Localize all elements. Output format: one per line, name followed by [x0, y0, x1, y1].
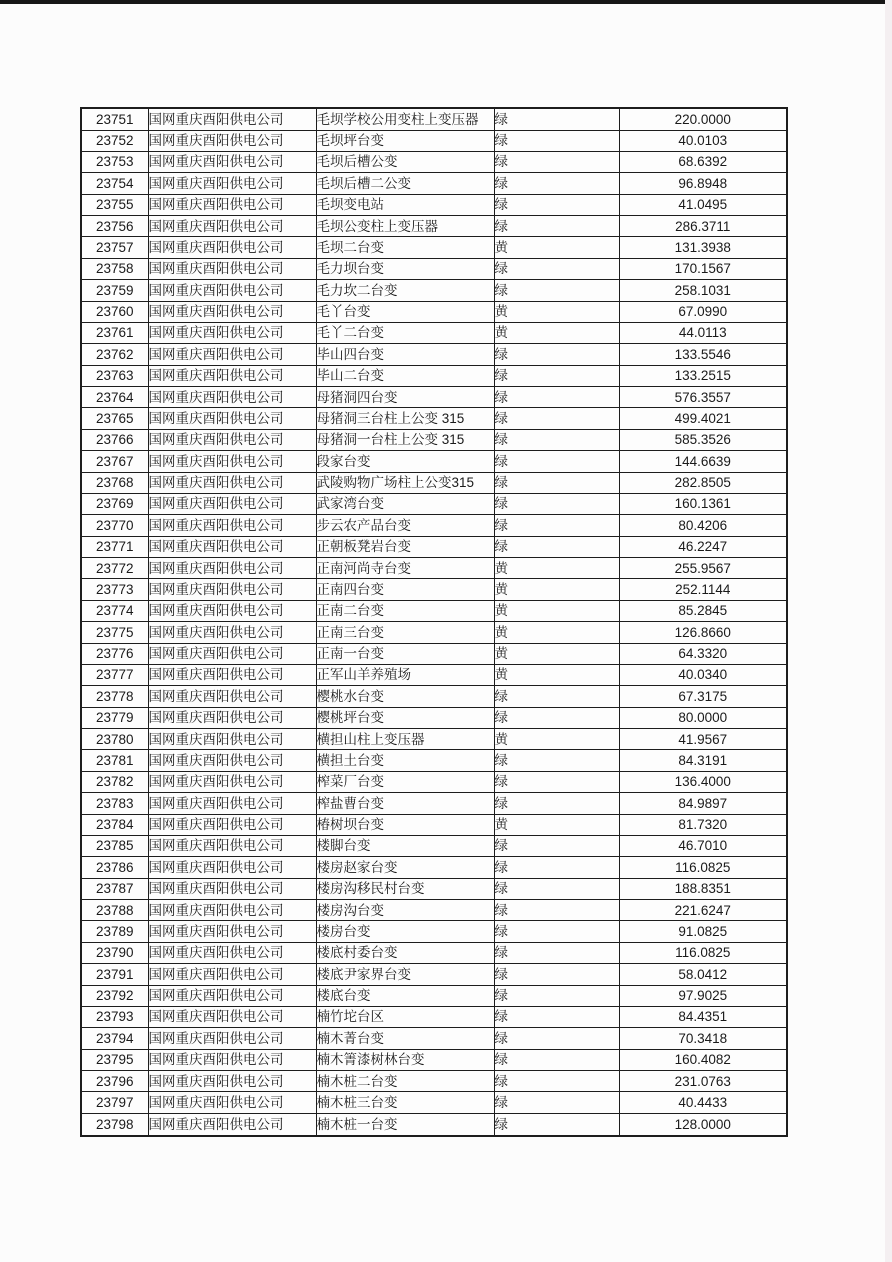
- status-cell: 绿: [494, 942, 619, 963]
- station-name-cell: 母猪洞一台柱上公变 315: [316, 429, 494, 450]
- station-name-cell: 毛坝后槽二公变: [316, 173, 494, 194]
- company-cell: 国网重庆酉阳供电公司: [148, 408, 316, 429]
- station-name-cell: 毛坝公变柱上变压器: [316, 216, 494, 237]
- table-row: [81, 130, 787, 151]
- row-number-cell: 23758: [81, 258, 148, 279]
- table-row: [81, 151, 787, 172]
- row-number-cell: 23772: [81, 558, 148, 579]
- status-cell: 绿: [494, 1092, 619, 1113]
- value-cell: 286.3711: [619, 216, 787, 237]
- table-row: [81, 216, 787, 237]
- value-cell: 136.4000: [619, 771, 787, 792]
- station-name-cell: 榨盐曹台变: [316, 793, 494, 814]
- status-cell: 黄: [494, 600, 619, 621]
- row-number-cell: 23794: [81, 1028, 148, 1049]
- company-cell: 国网重庆酉阳供电公司: [148, 921, 316, 942]
- row-number-cell: 23769: [81, 493, 148, 514]
- company-cell: 国网重庆酉阳供电公司: [148, 429, 316, 450]
- value-cell: 133.5546: [619, 344, 787, 365]
- table-row: [81, 258, 787, 279]
- company-cell: 国网重庆酉阳供电公司: [148, 108, 316, 130]
- status-cell: 绿: [494, 1071, 619, 1092]
- status-cell: 黄: [494, 301, 619, 322]
- status-cell: 绿: [494, 771, 619, 792]
- station-name-cell: 毛坝变电站: [316, 194, 494, 215]
- value-cell: 46.7010: [619, 835, 787, 856]
- company-cell: 国网重庆酉阳供电公司: [148, 173, 316, 194]
- table-row: [81, 280, 787, 301]
- status-cell: 绿: [494, 151, 619, 172]
- company-cell: 国网重庆酉阳供电公司: [148, 579, 316, 600]
- status-cell: 绿: [494, 1006, 619, 1027]
- row-number-cell: 23793: [81, 1006, 148, 1027]
- row-number-cell: 23754: [81, 173, 148, 194]
- table-row: [81, 493, 787, 514]
- value-cell: 40.0103: [619, 130, 787, 151]
- row-number-cell: 23778: [81, 686, 148, 707]
- company-cell: 国网重庆酉阳供电公司: [148, 750, 316, 771]
- status-cell: 绿: [494, 194, 619, 215]
- company-cell: 国网重庆酉阳供电公司: [148, 900, 316, 921]
- table-row: [81, 536, 787, 557]
- status-cell: 绿: [494, 707, 619, 728]
- scan-artifact-top-bar: [0, 0, 892, 4]
- company-cell: 国网重庆酉阳供电公司: [148, 216, 316, 237]
- company-cell: 国网重庆酉阳供电公司: [148, 365, 316, 386]
- status-cell: 绿: [494, 408, 619, 429]
- row-number-cell: 23756: [81, 216, 148, 237]
- company-cell: 国网重庆酉阳供电公司: [148, 835, 316, 856]
- value-cell: 231.0763: [619, 1071, 787, 1092]
- table-row: [81, 1006, 787, 1027]
- row-number-cell: 23755: [81, 194, 148, 215]
- table-row: [81, 365, 787, 386]
- value-cell: 116.0825: [619, 857, 787, 878]
- status-cell: 绿: [494, 900, 619, 921]
- table-row: [81, 1092, 787, 1113]
- table-row: [81, 942, 787, 963]
- station-name-cell: 楼底村委台变: [316, 942, 494, 963]
- company-cell: 国网重庆酉阳供电公司: [148, 985, 316, 1006]
- row-number-cell: 23757: [81, 237, 148, 258]
- row-number-cell: 23752: [81, 130, 148, 151]
- value-cell: 116.0825: [619, 942, 787, 963]
- station-name-cell: 正军山羊养殖场: [316, 664, 494, 685]
- value-cell: 40.4433: [619, 1092, 787, 1113]
- status-cell: 绿: [494, 515, 619, 536]
- row-number-cell: 23795: [81, 1049, 148, 1070]
- company-cell: 国网重庆酉阳供电公司: [148, 707, 316, 728]
- table-row: [81, 408, 787, 429]
- row-number-cell: 23763: [81, 365, 148, 386]
- station-name-cell: 毛坝学校公用变柱上变压器: [316, 108, 494, 130]
- status-cell: 绿: [494, 750, 619, 771]
- value-cell: 58.0412: [619, 964, 787, 985]
- value-cell: 576.3557: [619, 387, 787, 408]
- station-name-cell: 毛丫二台变: [316, 322, 494, 343]
- value-cell: 499.4021: [619, 408, 787, 429]
- value-cell: 252.1144: [619, 579, 787, 600]
- row-number-cell: 23786: [81, 857, 148, 878]
- company-cell: 国网重庆酉阳供电公司: [148, 280, 316, 301]
- value-cell: 80.4206: [619, 515, 787, 536]
- company-cell: 国网重庆酉阳供电公司: [148, 1006, 316, 1027]
- value-cell: 41.0495: [619, 194, 787, 215]
- company-cell: 国网重庆酉阳供电公司: [148, 814, 316, 835]
- station-name-cell: 楠木菁台变: [316, 1028, 494, 1049]
- station-name-cell: 楠木桩三台变: [316, 1092, 494, 1113]
- row-number-cell: 23761: [81, 322, 148, 343]
- table-row: [81, 472, 787, 493]
- row-number-cell: 23785: [81, 835, 148, 856]
- company-cell: 国网重庆酉阳供电公司: [148, 878, 316, 899]
- company-cell: 国网重庆酉阳供电公司: [148, 686, 316, 707]
- table-row: [81, 707, 787, 728]
- company-cell: 国网重庆酉阳供电公司: [148, 857, 316, 878]
- station-name-cell: 毛坝坪台变: [316, 130, 494, 151]
- value-cell: 258.1031: [619, 280, 787, 301]
- table-row: [81, 857, 787, 878]
- station-name-cell: 毛丫台变: [316, 301, 494, 322]
- row-number-cell: 23768: [81, 472, 148, 493]
- value-cell: 126.8660: [619, 622, 787, 643]
- status-cell: 绿: [494, 258, 619, 279]
- company-cell: 国网重庆酉阳供电公司: [148, 451, 316, 472]
- value-cell: 80.0000: [619, 707, 787, 728]
- status-cell: 绿: [494, 493, 619, 514]
- station-name-cell: 楼房沟台变: [316, 900, 494, 921]
- company-cell: 国网重庆酉阳供电公司: [148, 1071, 316, 1092]
- status-cell: 黄: [494, 237, 619, 258]
- table-row: [81, 322, 787, 343]
- value-cell: 84.3191: [619, 750, 787, 771]
- row-number-cell: 23779: [81, 707, 148, 728]
- station-name-cell: 母猪洞三台柱上公变 315: [316, 408, 494, 429]
- station-name-cell: 楼脚台变: [316, 835, 494, 856]
- company-cell: 国网重庆酉阳供电公司: [148, 151, 316, 172]
- value-cell: 128.0000: [619, 1113, 787, 1136]
- company-cell: 国网重庆酉阳供电公司: [148, 600, 316, 621]
- row-number-cell: 23771: [81, 536, 148, 557]
- station-name-cell: 武家湾台变: [316, 493, 494, 514]
- status-cell: 黄: [494, 664, 619, 685]
- station-name-cell: 楼底尹家界台变: [316, 964, 494, 985]
- station-name-cell: 毛力坎二台变: [316, 280, 494, 301]
- company-cell: 国网重庆酉阳供电公司: [148, 558, 316, 579]
- value-cell: 144.6639: [619, 451, 787, 472]
- row-number-cell: 23798: [81, 1113, 148, 1136]
- value-cell: 67.0990: [619, 301, 787, 322]
- status-cell: 绿: [494, 1113, 619, 1136]
- status-cell: 绿: [494, 387, 619, 408]
- table-row: [81, 729, 787, 750]
- table-row: [81, 600, 787, 621]
- company-cell: 国网重庆酉阳供电公司: [148, 771, 316, 792]
- table-row: [81, 771, 787, 792]
- value-cell: 170.1567: [619, 258, 787, 279]
- company-cell: 国网重庆酉阳供电公司: [148, 258, 316, 279]
- value-cell: 67.3175: [619, 686, 787, 707]
- company-cell: 国网重庆酉阳供电公司: [148, 1092, 316, 1113]
- transformer-status-table-body: [81, 108, 787, 1136]
- status-cell: 绿: [494, 921, 619, 942]
- station-name-cell: 正南二台变: [316, 600, 494, 621]
- status-cell: 绿: [494, 344, 619, 365]
- status-cell: 绿: [494, 536, 619, 557]
- row-number-cell: 23782: [81, 771, 148, 792]
- table-row: [81, 429, 787, 450]
- station-name-cell: 正南三台变: [316, 622, 494, 643]
- row-number-cell: 23792: [81, 985, 148, 1006]
- status-cell: 绿: [494, 1028, 619, 1049]
- status-cell: 黄: [494, 814, 619, 835]
- station-name-cell: 椿树坝台变: [316, 814, 494, 835]
- station-name-cell: 正南一台变: [316, 643, 494, 664]
- company-cell: 国网重庆酉阳供电公司: [148, 387, 316, 408]
- station-name-cell: 毛力坝台变: [316, 258, 494, 279]
- table-row: [81, 878, 787, 899]
- station-name-cell: 母猪洞四台变: [316, 387, 494, 408]
- row-number-cell: 23790: [81, 942, 148, 963]
- value-cell: 255.9567: [619, 558, 787, 579]
- station-name-cell: 横担山柱上变压器: [316, 729, 494, 750]
- table-row: [81, 921, 787, 942]
- company-cell: 国网重庆酉阳供电公司: [148, 130, 316, 151]
- value-cell: 68.6392: [619, 151, 787, 172]
- value-cell: 96.8948: [619, 173, 787, 194]
- status-cell: 绿: [494, 878, 619, 899]
- company-cell: 国网重庆酉阳供电公司: [148, 643, 316, 664]
- status-cell: 绿: [494, 857, 619, 878]
- status-cell: 绿: [494, 451, 619, 472]
- station-name-cell: 楼底台变: [316, 985, 494, 1006]
- value-cell: 64.3320: [619, 643, 787, 664]
- row-number-cell: 23784: [81, 814, 148, 835]
- row-number-cell: 23796: [81, 1071, 148, 1092]
- status-cell: 黄: [494, 579, 619, 600]
- table-row: [81, 237, 787, 258]
- station-name-cell: 楠木箐漆树林台变: [316, 1049, 494, 1070]
- status-cell: 绿: [494, 964, 619, 985]
- station-name-cell: 楼房沟移民村台变: [316, 878, 494, 899]
- value-cell: 220.0000: [619, 108, 787, 130]
- value-cell: 84.9897: [619, 793, 787, 814]
- station-name-cell: 楠竹坨台区: [316, 1006, 494, 1027]
- company-cell: 国网重庆酉阳供电公司: [148, 1049, 316, 1070]
- value-cell: 70.3418: [619, 1028, 787, 1049]
- row-number-cell: 23776: [81, 643, 148, 664]
- status-cell: 绿: [494, 429, 619, 450]
- status-cell: 绿: [494, 686, 619, 707]
- company-cell: 国网重庆酉阳供电公司: [148, 344, 316, 365]
- company-cell: 国网重庆酉阳供电公司: [148, 942, 316, 963]
- row-number-cell: 23753: [81, 151, 148, 172]
- row-number-cell: 23774: [81, 600, 148, 621]
- row-number-cell: 23787: [81, 878, 148, 899]
- table-row: [81, 622, 787, 643]
- row-number-cell: 23783: [81, 793, 148, 814]
- table-row: [81, 793, 787, 814]
- value-cell: 585.3526: [619, 429, 787, 450]
- row-number-cell: 23773: [81, 579, 148, 600]
- table-row: [81, 750, 787, 771]
- table-row: [81, 558, 787, 579]
- value-cell: 85.2845: [619, 600, 787, 621]
- table-row: [81, 835, 787, 856]
- status-cell: 黄: [494, 322, 619, 343]
- status-cell: 绿: [494, 108, 619, 130]
- station-name-cell: 楼房台变: [316, 921, 494, 942]
- status-cell: 绿: [494, 173, 619, 194]
- station-name-cell: 榨菜厂台变: [316, 771, 494, 792]
- row-number-cell: 23775: [81, 622, 148, 643]
- value-cell: 160.1361: [619, 493, 787, 514]
- transformer-status-table: [80, 107, 788, 1137]
- station-name-cell: 毛坝二台变: [316, 237, 494, 258]
- value-cell: 91.0825: [619, 921, 787, 942]
- table-row: [81, 985, 787, 1006]
- table-row: [81, 579, 787, 600]
- row-number-cell: 23781: [81, 750, 148, 771]
- company-cell: 国网重庆酉阳供电公司: [148, 301, 316, 322]
- station-name-cell: 樱桃水台变: [316, 686, 494, 707]
- table-row: [81, 387, 787, 408]
- table-row: [81, 194, 787, 215]
- table-row: [81, 814, 787, 835]
- company-cell: 国网重庆酉阳供电公司: [148, 622, 316, 643]
- row-number-cell: 23777: [81, 664, 148, 685]
- status-cell: 黄: [494, 622, 619, 643]
- company-cell: 国网重庆酉阳供电公司: [148, 515, 316, 536]
- row-number-cell: 23760: [81, 301, 148, 322]
- status-cell: 绿: [494, 793, 619, 814]
- company-cell: 国网重庆酉阳供电公司: [148, 472, 316, 493]
- value-cell: 41.9567: [619, 729, 787, 750]
- table-row: [81, 1113, 787, 1136]
- status-cell: 绿: [494, 216, 619, 237]
- status-cell: 黄: [494, 558, 619, 579]
- value-cell: 81.7320: [619, 814, 787, 835]
- value-cell: 44.0113: [619, 322, 787, 343]
- row-number-cell: 23765: [81, 408, 148, 429]
- station-name-cell: 正朝板凳岩台变: [316, 536, 494, 557]
- station-name-cell: 武陵购物广场柱上公变315: [316, 472, 494, 493]
- status-cell: 黄: [494, 729, 619, 750]
- status-cell: 绿: [494, 130, 619, 151]
- table-row: [81, 515, 787, 536]
- value-cell: 46.2247: [619, 536, 787, 557]
- company-cell: 国网重庆酉阳供电公司: [148, 536, 316, 557]
- row-number-cell: 23789: [81, 921, 148, 942]
- table-row: [81, 301, 787, 322]
- table-row: [81, 900, 787, 921]
- company-cell: 国网重庆酉阳供电公司: [148, 1113, 316, 1136]
- status-cell: 黄: [494, 643, 619, 664]
- scan-artifact-right-edge: [885, 0, 892, 1262]
- table-row: [81, 1071, 787, 1092]
- company-cell: 国网重庆酉阳供电公司: [148, 664, 316, 685]
- station-name-cell: 毛坝后槽公变: [316, 151, 494, 172]
- value-cell: 282.8505: [619, 472, 787, 493]
- company-cell: 国网重庆酉阳供电公司: [148, 237, 316, 258]
- value-cell: 133.2515: [619, 365, 787, 386]
- status-cell: 绿: [494, 472, 619, 493]
- table-row: [81, 451, 787, 472]
- row-number-cell: 23759: [81, 280, 148, 301]
- company-cell: 国网重庆酉阳供电公司: [148, 493, 316, 514]
- row-number-cell: 23766: [81, 429, 148, 450]
- value-cell: 97.9025: [619, 985, 787, 1006]
- station-name-cell: 毕山二台变: [316, 365, 494, 386]
- station-name-cell: 步云农产品台变: [316, 515, 494, 536]
- status-cell: 绿: [494, 1049, 619, 1070]
- value-cell: 221.6247: [619, 900, 787, 921]
- value-cell: 40.0340: [619, 664, 787, 685]
- row-number-cell: 23780: [81, 729, 148, 750]
- company-cell: 国网重庆酉阳供电公司: [148, 194, 316, 215]
- company-cell: 国网重庆酉阳供电公司: [148, 793, 316, 814]
- company-cell: 国网重庆酉阳供电公司: [148, 322, 316, 343]
- station-name-cell: 樱桃坪台变: [316, 707, 494, 728]
- station-name-cell: 毕山四台变: [316, 344, 494, 365]
- status-cell: 绿: [494, 280, 619, 301]
- table-row: [81, 664, 787, 685]
- value-cell: 160.4082: [619, 1049, 787, 1070]
- status-cell: 绿: [494, 365, 619, 386]
- status-cell: 绿: [494, 985, 619, 1006]
- row-number-cell: 23751: [81, 108, 148, 130]
- table-row: [81, 1049, 787, 1070]
- station-name-cell: 楠木桩一台变: [316, 1113, 494, 1136]
- value-cell: 188.8351: [619, 878, 787, 899]
- value-cell: 84.4351: [619, 1006, 787, 1027]
- table-row: [81, 643, 787, 664]
- table-row: [81, 173, 787, 194]
- row-number-cell: 23762: [81, 344, 148, 365]
- table-row: [81, 1028, 787, 1049]
- table-row: [81, 344, 787, 365]
- table-row: [81, 964, 787, 985]
- value-cell: 131.3938: [619, 237, 787, 258]
- station-name-cell: 正南四台变: [316, 579, 494, 600]
- row-number-cell: 23767: [81, 451, 148, 472]
- station-name-cell: 横担土台变: [316, 750, 494, 771]
- company-cell: 国网重庆酉阳供电公司: [148, 1028, 316, 1049]
- company-cell: 国网重庆酉阳供电公司: [148, 964, 316, 985]
- station-name-cell: 楠木桩二台变: [316, 1071, 494, 1092]
- table-row: [81, 108, 787, 130]
- station-name-cell: 正南河尚寺台变: [316, 558, 494, 579]
- row-number-cell: 23770: [81, 515, 148, 536]
- table-row: [81, 686, 787, 707]
- row-number-cell: 23764: [81, 387, 148, 408]
- station-name-cell: 段家台变: [316, 451, 494, 472]
- station-name-cell: 楼房赵家台变: [316, 857, 494, 878]
- row-number-cell: 23791: [81, 964, 148, 985]
- row-number-cell: 23797: [81, 1092, 148, 1113]
- row-number-cell: 23788: [81, 900, 148, 921]
- company-cell: 国网重庆酉阳供电公司: [148, 729, 316, 750]
- status-cell: 绿: [494, 835, 619, 856]
